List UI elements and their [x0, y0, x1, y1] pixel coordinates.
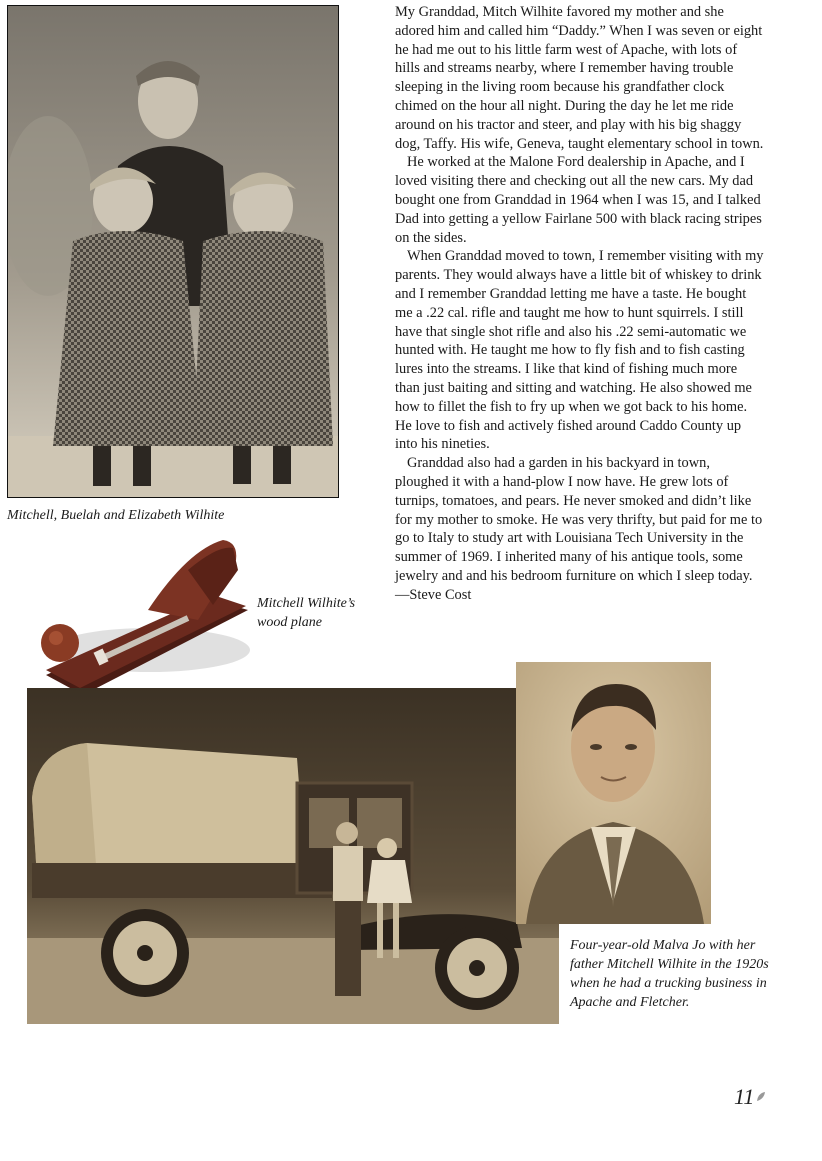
leaf-ornament-icon	[756, 1091, 766, 1103]
paragraph-1: My Granddad, Mitch Wilhite favored my mother and she adored him and called him “Daddy.” When I was seven or eight he had me out to his little farm west of Apache, with lots of hills and streams nearby, where I remember having trouble sleeping in the living room because his grandfather clock chimed on the hour all night. During the day he let me ride around on his tractor and steer, and play with his big shaggy dog, Taffy. His wife, Geneva, taught elementary school in town.	[395, 4, 764, 152]
paragraph-2: He worked at the Malone Ford dealership in Apache, and I loved visiting there and checking out all the new cars. My dad bought one from Granddad in 1964 when I was 15, and I talked Dad into getting a yellow Fairlane 500 with black racing stripes on the sides.	[395, 154, 762, 246]
plane-caption: Mitchell Wilhite’s wood plane	[257, 596, 356, 630]
article-body	[395, 3, 765, 605]
children-caption: Mitchell, Buelah and Elizabeth Wilhite	[7, 508, 225, 523]
portrait-photo	[516, 662, 711, 924]
paragraph-4: Granddad also had a garden in his backyard in town, ploughed it with a hand-plow I now have. He grew lots of turnips, tomatoes, and pears. He never smoked and didn’t like for my mother to smoke. He was very thrifty, but paid for me to go to Italy to study art with Louisiana Tech University in the summer of 1969. I inherited many of his antique tools, some jewelry and and his bedroom furniture on which I sleep today. —Steve Cost	[395, 455, 763, 603]
children-photo	[7, 5, 339, 498]
truck-photo	[27, 688, 559, 1024]
truck-caption: Four-year-old Malva Jo with her father Mitchell Wilhite in the 1920s when he had a trucking business in Apache and Fletcher.	[570, 938, 769, 1010]
wood-plane-image	[38, 530, 253, 700]
page-number: 11	[734, 1084, 755, 1109]
paragraph-3: When Granddad moved to town, I remember visiting with my parents. They would always have a little bit of whiskey to drink and I remember Granddad letting me have a taste. He bought me a .22 cal. rifle and taught me how to hunt squirrels. I still have that single shot rifle and also his .22 semi-automatic we hunted with. He taught me how to fly fish and to fish casting lures into the streams. I like that kind of fishing much more than just baiting and sitting and watching. He also showed me how to fillet the fish to fry up when we got back to his home. He love to fish and actively fished around Caddo County up into his nineties.	[395, 248, 764, 453]
